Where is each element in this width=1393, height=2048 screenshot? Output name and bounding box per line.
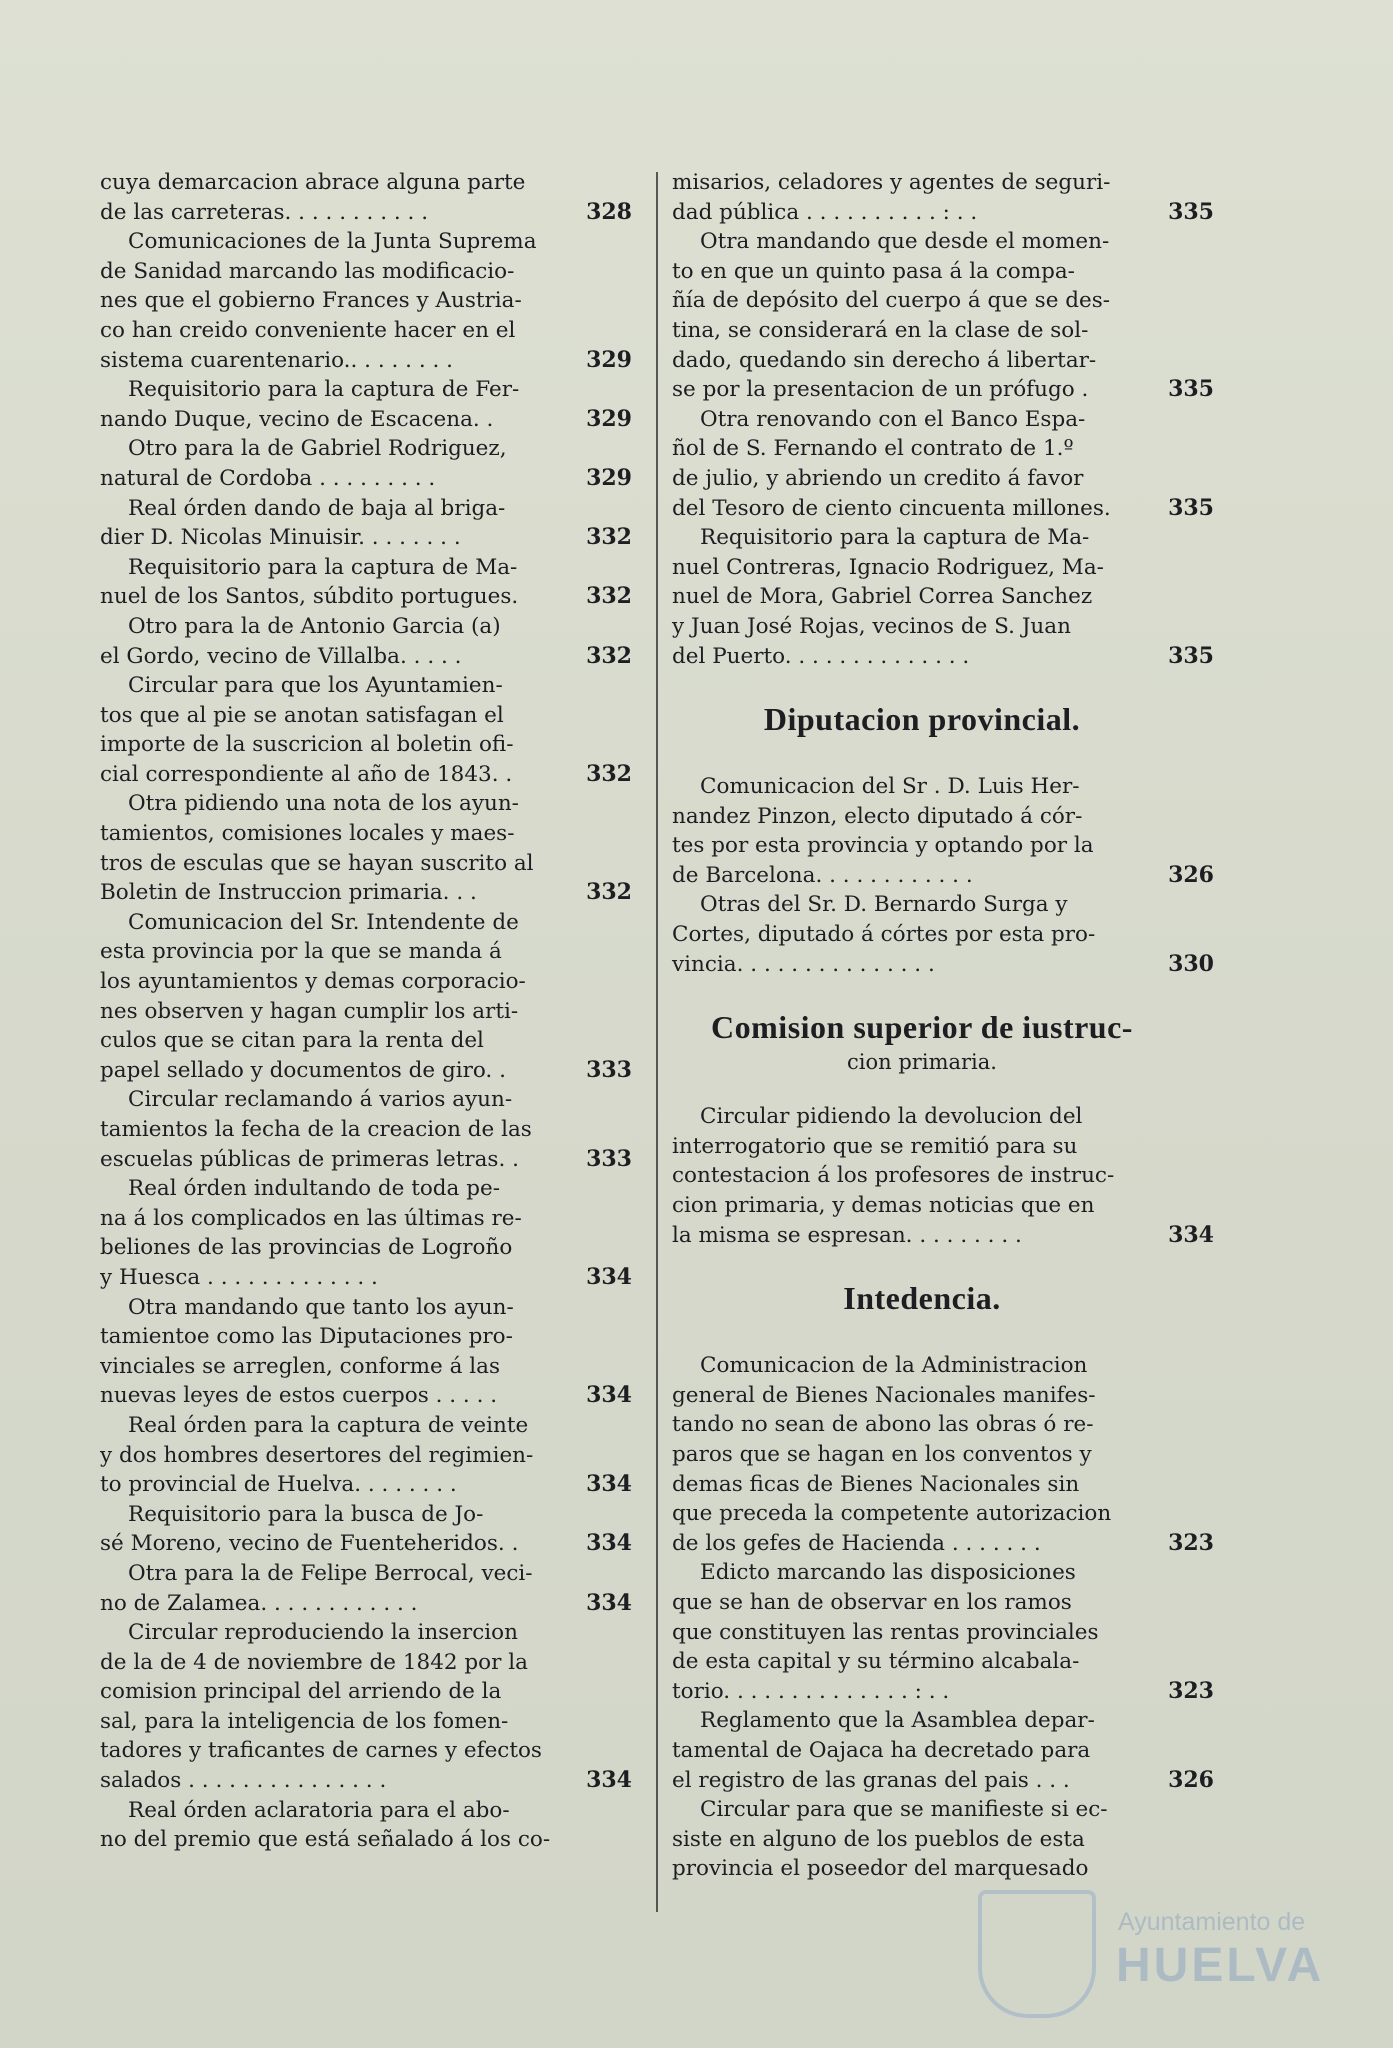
entry-line bbox=[672, 612, 1172, 642]
entry-line bbox=[672, 772, 1172, 802]
entry-text: escuelas públicas de primeras letras. . bbox=[100, 1146, 519, 1172]
entry-text: ñía de depósito del cuerpo á que se des- bbox=[672, 288, 1111, 314]
index-entry bbox=[672, 523, 1214, 671]
entry-line bbox=[100, 1322, 640, 1352]
entry-text: Comunicacion del Sr . D. Luis Her- bbox=[700, 774, 1080, 800]
entry-line bbox=[672, 1191, 1172, 1221]
entry-line bbox=[100, 1589, 640, 1619]
entry-line bbox=[100, 701, 640, 731]
entry-text: tes por esta provincia y optando por la bbox=[672, 833, 1094, 859]
entry-text: contestacion á los profesores de instruc- bbox=[672, 1163, 1115, 1189]
index-entry bbox=[100, 671, 640, 789]
entry-text: Circular para que se manifieste si ec- bbox=[700, 1797, 1108, 1823]
entry-line bbox=[672, 257, 1172, 287]
coat-of-arms-icon bbox=[978, 1890, 1096, 2018]
page-number: 335 bbox=[1168, 494, 1214, 521]
watermark bbox=[978, 1880, 1325, 2020]
entry-text: tamientoe como las Diputaciones pro- bbox=[100, 1324, 513, 1350]
page-number: 332 bbox=[586, 524, 632, 551]
entry-line bbox=[672, 286, 1172, 316]
entry-line bbox=[672, 198, 1214, 228]
entry-line bbox=[100, 937, 640, 967]
index-entry bbox=[672, 405, 1214, 523]
entry-text: co han creido conveniente hacer en el bbox=[100, 317, 516, 343]
entry-line bbox=[100, 168, 640, 198]
entry-line bbox=[100, 1145, 640, 1175]
entry-text: ñol de S. Fernando el contrato de 1.º bbox=[672, 436, 1074, 462]
entry-line bbox=[672, 1736, 1172, 1766]
entry-line bbox=[672, 1795, 1172, 1825]
page-number: 328 bbox=[586, 198, 632, 225]
entry-line bbox=[100, 1381, 640, 1411]
entry-text: tamental de Oajaca ha decretado para bbox=[672, 1737, 1091, 1763]
left-column bbox=[100, 168, 640, 1855]
entry-text: los ayuntamientos y demas corporacio- bbox=[100, 969, 526, 995]
entry-text: sal, para la inteligencia de los fomen- bbox=[100, 1708, 509, 1734]
index-entry bbox=[100, 1174, 640, 1292]
section-heading: Diputacion provincial. bbox=[763, 701, 1081, 738]
entry-line bbox=[672, 1529, 1214, 1559]
index-entry bbox=[672, 1706, 1214, 1795]
page-number: 334 bbox=[586, 1263, 632, 1290]
entry-line bbox=[672, 642, 1214, 672]
entry-line bbox=[100, 1648, 640, 1678]
page-number: 323 bbox=[1168, 1677, 1214, 1704]
index-entry bbox=[672, 1558, 1214, 1706]
entry-line bbox=[672, 920, 1172, 950]
entry-text: de Barcelona. . . . . . . . . . . . bbox=[672, 862, 973, 888]
entry-text: y Huesca . . . . . . . . . . . . . bbox=[100, 1264, 378, 1290]
entry-line bbox=[672, 227, 1172, 257]
entry-text: importe de la suscricion al boletin ofi- bbox=[100, 732, 514, 758]
entry-text: provincia el poseedor del marquesado bbox=[672, 1856, 1089, 1882]
entry-text: Real órden para la captura de veinte bbox=[128, 1412, 529, 1438]
entry-line bbox=[100, 1056, 640, 1086]
index-entry bbox=[100, 434, 640, 493]
entry-line bbox=[672, 1558, 1172, 1588]
entry-text: tina, se considerará en la clase de sol- bbox=[672, 317, 1089, 343]
entry-text: demas ficas de Bienes Nacionales sin bbox=[672, 1471, 1080, 1497]
entry-line bbox=[100, 1441, 640, 1471]
page-number: 332 bbox=[586, 879, 632, 906]
entry-line bbox=[672, 1102, 1172, 1132]
index-entry bbox=[100, 375, 640, 434]
entry-line bbox=[100, 1500, 640, 1530]
index-entry bbox=[672, 227, 1214, 405]
entry-line bbox=[672, 1618, 1172, 1648]
entry-text: cial correspondiente al año de 1843. . bbox=[100, 761, 513, 787]
entry-line bbox=[100, 1411, 640, 1441]
index-entry bbox=[100, 908, 640, 1086]
entry-line bbox=[100, 760, 640, 790]
entry-line bbox=[100, 1677, 640, 1707]
index-entry bbox=[672, 1351, 1214, 1558]
entry-text: siste en alguno de los pueblos de esta bbox=[672, 1826, 1085, 1852]
entry-text: Circular pidiendo la devolucion del bbox=[700, 1104, 1083, 1130]
watermark-line1: Ayuntamiento de bbox=[1118, 1908, 1306, 1936]
entry-text: Comunicacion de la Administracion bbox=[700, 1353, 1088, 1379]
entry-text: Requisitorio para la captura de Ma- bbox=[128, 554, 518, 580]
entry-text: Real órden aclaratoria para el abo- bbox=[128, 1797, 510, 1823]
entry-text: tamientos, comisiones locales y maes- bbox=[100, 821, 515, 847]
index-entry bbox=[100, 1796, 640, 1855]
entry-line bbox=[672, 346, 1172, 376]
index-entry bbox=[100, 1559, 640, 1618]
entry-text: misarios, celadores y agentes de seguri- bbox=[672, 170, 1111, 195]
entry-text: Edicto marcando las disposiciones bbox=[700, 1560, 1076, 1586]
page-number: 335 bbox=[1168, 198, 1214, 225]
entry-text: Cortes, diputado á córtes por esta pro- bbox=[672, 922, 1096, 948]
entry-line bbox=[100, 1529, 640, 1559]
page-number: 334 bbox=[586, 1767, 632, 1794]
entry-text: papel sellado y documentos de giro. . bbox=[100, 1057, 506, 1083]
index-entry bbox=[100, 1085, 640, 1174]
entry-text: Otra pidiendo una nota de los ayun- bbox=[128, 791, 519, 817]
entry-text: dier D. Nicolas Minuisir. . . . . . . . bbox=[100, 525, 461, 551]
entry-line bbox=[100, 375, 640, 405]
entry-line bbox=[672, 1221, 1214, 1251]
entry-text: que se han de observar en los ramos bbox=[672, 1589, 1072, 1615]
entry-line bbox=[100, 789, 640, 819]
entry-text: Otra renovando con el Banco Espa- bbox=[700, 406, 1086, 432]
page-number: 330 bbox=[1168, 950, 1214, 977]
entry-line bbox=[672, 1470, 1172, 1500]
entry-line bbox=[100, 227, 640, 257]
entry-line bbox=[100, 1233, 640, 1263]
entry-text: Comunicacion del Sr. Intendente de bbox=[128, 909, 519, 935]
entry-text: paros que se hagan en los conventos y bbox=[672, 1442, 1092, 1467]
entry-line bbox=[100, 1618, 640, 1648]
watermark-line2: HUELVA bbox=[1116, 1939, 1325, 1992]
entry-text: Otras del Sr. D. Bernardo Surga y bbox=[700, 892, 1068, 918]
entry-text: to en que un quinto pasa á la compa- bbox=[672, 258, 1075, 284]
entry-text: no de Zalamea. . . . . . . . . . . . bbox=[100, 1590, 418, 1616]
entry-text: sé Moreno, vecino de Fuenteheridos. . bbox=[100, 1531, 519, 1557]
index-entry bbox=[100, 612, 640, 671]
entry-text: y dos hombres desertores del regimien- bbox=[100, 1442, 534, 1468]
entry-text: de los gefes de Hacienda . . . . . . . bbox=[672, 1530, 1041, 1556]
page-number: 332 bbox=[586, 760, 632, 787]
entry-text: cuya demarcacion abrace alguna parte bbox=[100, 170, 526, 195]
entry-line bbox=[100, 908, 640, 938]
entry-line bbox=[100, 1825, 640, 1855]
entry-text: Real órden dando de baja al briga- bbox=[128, 495, 506, 521]
entry-line bbox=[672, 316, 1172, 346]
entry-line bbox=[672, 1499, 1172, 1529]
entry-text: de las carreteras. . . . . . . . . . . bbox=[100, 199, 429, 225]
entry-line bbox=[672, 802, 1172, 832]
entry-line bbox=[100, 1026, 640, 1056]
entry-text: Otra mandando que tanto los ayun- bbox=[128, 1294, 514, 1320]
entry-line bbox=[100, 1263, 640, 1293]
entry-text: vinciales se arreglen, conforme á las bbox=[100, 1353, 500, 1379]
entry-text: tadores y traficantes de carnes y efectos bbox=[100, 1738, 542, 1764]
page-number: 334 bbox=[586, 1471, 632, 1498]
entry-text: la misma se espresan. . . . . . . . . bbox=[672, 1222, 1022, 1248]
entry-text: nando Duque, vecino de Escacena. . bbox=[100, 406, 494, 432]
entry-text: nuel Contreras, Ignacio Rodriguez, Ma- bbox=[672, 554, 1104, 580]
entry-line bbox=[672, 831, 1172, 861]
entry-line bbox=[100, 1204, 640, 1234]
entry-text: Otra mandando que desde el momen- bbox=[700, 229, 1110, 255]
entry-line bbox=[100, 1352, 640, 1382]
index-entry bbox=[672, 890, 1214, 979]
entry-text: interrogatorio que se remitió para su bbox=[672, 1133, 1078, 1159]
entry-line bbox=[672, 494, 1214, 524]
entry-line bbox=[100, 553, 640, 583]
entry-text: Real órden indultando de toda pe- bbox=[128, 1176, 500, 1202]
entry-text: Otra para la de Felipe Berrocal, veci- bbox=[128, 1560, 533, 1586]
column-divider bbox=[656, 172, 658, 1912]
entry-line bbox=[100, 1293, 640, 1323]
entry-line bbox=[100, 849, 640, 879]
right-column bbox=[672, 168, 1214, 1884]
entry-line bbox=[100, 997, 640, 1027]
entry-text: na á los complicados en las últimas re- bbox=[100, 1205, 522, 1231]
entry-line bbox=[672, 1588, 1172, 1618]
page-number: 329 bbox=[586, 464, 632, 491]
entry-text: Requisitorio para la busca de Jo- bbox=[128, 1501, 484, 1527]
index-entry bbox=[672, 1795, 1172, 1884]
entry-line bbox=[100, 967, 640, 997]
entry-text: Comunicaciones de la Junta Suprema bbox=[128, 229, 537, 255]
entry-line bbox=[100, 523, 640, 553]
page-number: 334 bbox=[586, 1382, 632, 1409]
entry-text: de julio, y abriendo un credito á favor bbox=[672, 465, 1084, 491]
entry-line bbox=[672, 1825, 1172, 1855]
entry-line bbox=[100, 1796, 640, 1826]
entry-text: salados . . . . . . . . . . . . . . . bbox=[100, 1768, 387, 1794]
entry-line bbox=[672, 1132, 1172, 1162]
index-entry bbox=[100, 1293, 640, 1411]
entry-text: beliones de las provincias de Logroño bbox=[100, 1235, 513, 1261]
entry-line bbox=[100, 819, 640, 849]
page-number: 326 bbox=[1168, 1766, 1214, 1793]
index-entry bbox=[672, 772, 1214, 890]
entry-line bbox=[100, 1174, 640, 1204]
index-entry bbox=[100, 789, 640, 907]
entry-line bbox=[672, 890, 1172, 920]
page-number: 329 bbox=[586, 346, 632, 373]
entry-text: sistema cuarentenario.. . . . . . . . bbox=[100, 347, 453, 373]
entry-line bbox=[672, 1706, 1172, 1736]
entry-line bbox=[672, 405, 1172, 435]
entry-text: del Puerto. . . . . . . . . . . . . . bbox=[672, 643, 970, 669]
entry-text: dado, quedando sin derecho á libertar- bbox=[672, 347, 1097, 373]
entry-text: se por la presentacion de un prófugo . bbox=[672, 377, 1089, 403]
entry-line bbox=[672, 523, 1172, 553]
index-entry bbox=[672, 1102, 1214, 1250]
entry-line bbox=[100, 464, 640, 494]
entry-line bbox=[100, 671, 640, 701]
index-entry bbox=[100, 168, 640, 227]
entry-line bbox=[100, 1470, 640, 1500]
entry-line bbox=[672, 861, 1214, 891]
entry-line bbox=[672, 1677, 1214, 1707]
entry-text: tamientos la fecha de la creacion de las bbox=[100, 1117, 532, 1142]
page-number: 335 bbox=[1168, 642, 1214, 669]
entry-line bbox=[672, 1381, 1172, 1411]
entry-line bbox=[672, 1647, 1172, 1677]
entry-line bbox=[100, 286, 640, 316]
entry-line bbox=[672, 168, 1172, 198]
entry-text: Circular reproduciendo la insercion bbox=[128, 1620, 518, 1646]
page-number: 334 bbox=[586, 1530, 632, 1557]
entry-text: to provincial de Huelva. . . . . . . . bbox=[100, 1472, 457, 1498]
index-entry bbox=[100, 553, 640, 612]
entry-line bbox=[100, 642, 640, 672]
entry-text: el Gordo, vecino de Villalba. . . . . bbox=[100, 643, 462, 669]
entry-line bbox=[672, 1766, 1214, 1796]
entry-text: natural de Cordoba . . . . . . . . . bbox=[100, 465, 436, 491]
entry-text: de la de 4 de noviembre de 1842 por la bbox=[100, 1649, 528, 1675]
entry-text: Circular reclamando á varios ayun- bbox=[128, 1087, 513, 1113]
entry-text: nandez Pinzon, electo diputado á cór- bbox=[672, 803, 1083, 829]
section-heading: Comision superior de iustruc- bbox=[711, 1009, 1133, 1046]
entry-line bbox=[100, 730, 640, 760]
entry-text: torio. . . . . . . . . . . . . . : . . bbox=[672, 1678, 950, 1704]
page-number: 334 bbox=[1168, 1221, 1214, 1248]
entry-line bbox=[100, 494, 640, 524]
entry-text: nuel de Mora, Gabriel Correa Sanchez bbox=[672, 584, 1093, 610]
entry-text: Otro para la de Gabriel Rodriguez, bbox=[128, 436, 507, 462]
index-entry bbox=[100, 1411, 640, 1500]
entry-line bbox=[672, 950, 1214, 980]
entry-line bbox=[100, 1559, 640, 1589]
entry-text: culos que se citan para la renta del bbox=[100, 1028, 484, 1054]
entry-line bbox=[100, 1766, 640, 1796]
entry-line bbox=[672, 1440, 1172, 1470]
entry-line bbox=[100, 316, 640, 346]
entry-line bbox=[672, 582, 1172, 612]
entry-line bbox=[100, 878, 640, 908]
entry-line bbox=[672, 434, 1172, 464]
entry-line bbox=[100, 582, 640, 612]
page-number: 333 bbox=[586, 1145, 632, 1172]
page-number: 329 bbox=[586, 405, 632, 432]
entry-line bbox=[672, 375, 1214, 405]
page-number: 332 bbox=[586, 642, 632, 669]
page-number: 335 bbox=[1168, 376, 1214, 403]
entry-text: de esta capital y su término alcabala- bbox=[672, 1649, 1080, 1675]
entry-text: tando no sean de abono las obras ó re- bbox=[672, 1412, 1094, 1438]
entry-line bbox=[100, 405, 640, 435]
section-heading: Intedencia. bbox=[843, 1280, 1001, 1317]
index-entry bbox=[100, 494, 640, 553]
entry-text: Requisitorio para la captura de Fer- bbox=[128, 377, 520, 403]
entry-text: y Juan José Rojas, vecinos de S. Juan bbox=[672, 613, 1071, 639]
entry-text: de Sanidad marcando las modificacio- bbox=[100, 258, 515, 284]
entry-line bbox=[100, 257, 640, 287]
entry-line bbox=[100, 1085, 640, 1115]
page-number: 334 bbox=[586, 1589, 632, 1616]
entry-text: no del premio que está señalado á los co- bbox=[100, 1827, 551, 1853]
entry-line bbox=[100, 1707, 640, 1737]
entry-line bbox=[100, 198, 640, 228]
entry-line bbox=[672, 1161, 1172, 1191]
index-entry bbox=[672, 168, 1214, 227]
entry-line bbox=[100, 346, 640, 376]
entry-text: el registro de las granas del pais . . . bbox=[672, 1767, 1070, 1793]
section-subheading: cion primaria. bbox=[847, 1050, 997, 1075]
entry-text: general de Bienes Nacionales manifes- bbox=[672, 1382, 1096, 1408]
page-number: 333 bbox=[586, 1056, 632, 1083]
page-number: 326 bbox=[1168, 861, 1214, 888]
entry-text: nes observen y hagan cumplir los arti- bbox=[100, 998, 519, 1024]
entry-line bbox=[100, 1736, 640, 1766]
entry-text: esta provincia por la que se manda á bbox=[100, 939, 502, 965]
entry-text: nes que el gobierno Frances y Austria- bbox=[100, 288, 522, 314]
entry-text: tros de esculas que se hayan suscrito al bbox=[100, 850, 534, 876]
entry-text: Reglamento que la Asamblea depar- bbox=[700, 1708, 1095, 1734]
entry-text: Circular para que los Ayuntamien- bbox=[128, 673, 503, 699]
entry-line bbox=[672, 553, 1172, 583]
entry-text: nuevas leyes de estos cuerpos . . . . . bbox=[100, 1383, 498, 1409]
entry-text: Otro para la de Antonio Garcia (a) bbox=[128, 613, 501, 639]
entry-line bbox=[672, 1410, 1172, 1440]
index-entry bbox=[100, 1618, 640, 1796]
entry-text: nuel de los Santos, súbdito portugues. bbox=[100, 584, 519, 610]
entry-text: vincia. . . . . . . . . . . . . . . bbox=[672, 951, 935, 977]
entry-line bbox=[100, 434, 640, 464]
index-entry bbox=[100, 1500, 640, 1559]
entry-text: comision principal del arriendo de la bbox=[100, 1679, 502, 1705]
entry-line bbox=[100, 1115, 640, 1145]
entry-text: cion primaria, y demas noticias que en bbox=[672, 1193, 1095, 1219]
entry-line bbox=[100, 612, 640, 642]
entry-text: que preceda la competente autorizacion bbox=[672, 1501, 1112, 1527]
entry-text: dad pública . . . . . . . . . . : . . bbox=[672, 199, 978, 225]
entry-text: que constituyen las rentas provinciales bbox=[672, 1619, 1099, 1645]
entry-text: del Tesoro de ciento cincuenta millones. bbox=[672, 495, 1111, 521]
entry-line bbox=[672, 464, 1172, 494]
page-number: 332 bbox=[586, 583, 632, 610]
entry-line bbox=[672, 1351, 1172, 1381]
page-number: 323 bbox=[1168, 1529, 1214, 1556]
entry-text: tos que al pie se anotan satisfagan el bbox=[100, 702, 504, 728]
index-entry bbox=[100, 227, 640, 375]
entry-text: Requisitorio para la captura de Ma- bbox=[700, 525, 1090, 551]
entry-text: Boletin de Instruccion primaria. . . bbox=[100, 880, 477, 906]
